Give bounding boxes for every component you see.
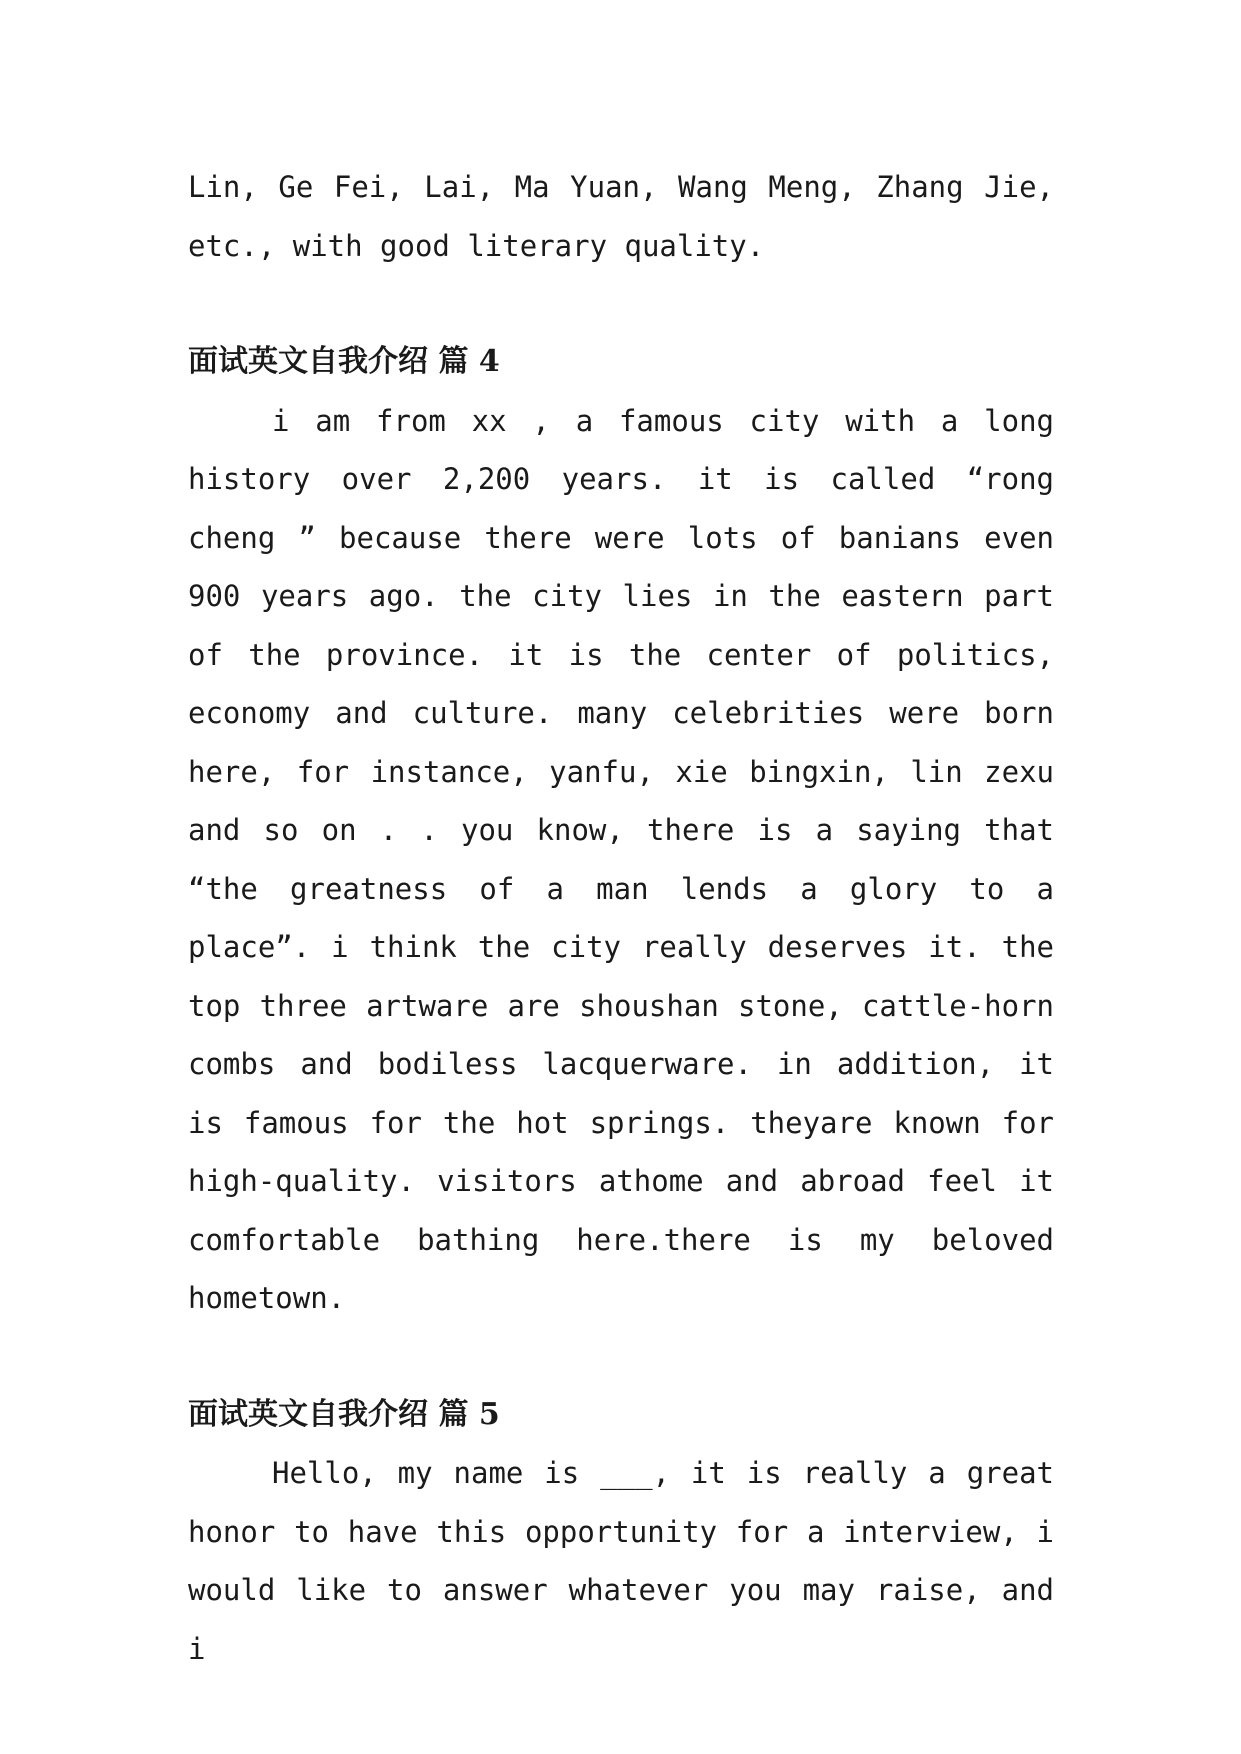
section-heading-4: 面试英文自我介绍 篇 4 <box>188 344 500 379</box>
section-heading-5: 面试英文自我介绍 篇 5 <box>188 1396 500 1432</box>
document-content <box>188 158 1054 1678</box>
continuation-paragraph: Lin, Ge Fei, Lai, Ma Yuan, Wang Meng, Zhang Jie, etc., with good literary quality. <box>188 170 1054 263</box>
section-spacer <box>188 1328 1054 1386</box>
section-spacer <box>188 275 1054 333</box>
section-4-paragraph: i am from xx , a famous city with a long history over 2,200 years. it is called “rong cheng ” because there were lots of banians even 900 years ago. the city lies in the eastern part of the province. it is the center of politics, economy and culture. many celebrities were born here, for instance, yanfu, xie bingxin, lin zexu and so on . . you know, there is a saying that “the greatness of a man lends a glory to a place”. i think the city really deserves it. the top three artware are shoushan stone, cattle-horn combs and bodiless lacquerware. in addition, it is famous for the hot springs. theyare known for high-quality. visitors athome and abroad feel it comfortable bathing here.there is my beloved hometown. <box>188 403 1054 1315</box>
section-5-paragraph: Hello, my name is ___, it is really a great honor to have this opportunity for a interview, i would like to answer whatever you may raise, and i <box>188 1456 1054 1666</box>
